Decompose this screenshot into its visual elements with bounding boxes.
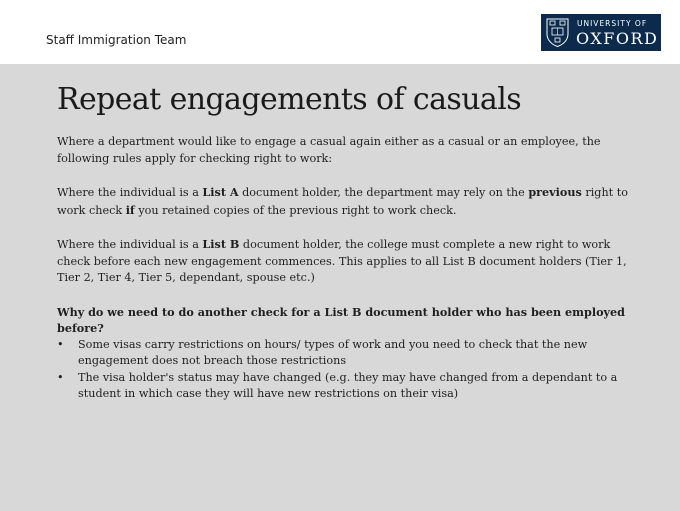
list-item-text: Some visas carry restrictions on hours/ types of work and you need to check that the new engagement does not breach those restrictions xyxy=(78,337,588,367)
text: Where the individual is a xyxy=(57,186,203,199)
logo-line-1: UNIVERSITY OF xyxy=(577,19,648,28)
emphasis: if xyxy=(125,202,135,217)
header-bar xyxy=(0,0,680,64)
oxford-crest-icon xyxy=(546,18,569,47)
question-heading: Why do we need to do another check for a List B document holder who has been employed before? xyxy=(57,304,625,335)
emphasis: previous xyxy=(528,185,582,199)
list-b-paragraph xyxy=(57,236,632,287)
slide-body xyxy=(57,134,632,403)
text: Where the individual is a xyxy=(57,238,203,251)
list-item xyxy=(57,370,632,403)
list-item-text: The visa holder's status may have changed (e.g. they may have changed from a dependant to a student in which case they will have new restrictions on their visa) xyxy=(78,370,618,400)
page-title: Repeat engagements of casuals xyxy=(57,82,521,117)
text: right to work check xyxy=(57,186,628,217)
team-name: Staff Immigration Team xyxy=(46,33,187,47)
emphasis: List A xyxy=(202,185,239,199)
logo-line-2: OXFORD xyxy=(576,29,659,48)
emphasis: List B xyxy=(202,237,240,251)
list-a-paragraph xyxy=(57,184,632,219)
text: document holder, the college must complete a new right to work check before each new engagement commences. This applies to all List B document holders (Tier 1, Tier 2, Tier 4, Tier 5, dependant, spouse etc.) xyxy=(57,238,627,284)
intro-paragraph: Where a department would like to engage a casual again either as a casual or an employee, the following rules apply for checking right to work: xyxy=(57,135,601,165)
bullet-icon: • xyxy=(57,337,64,351)
reasons-list xyxy=(57,337,632,403)
text: document holder, the department may rely on the xyxy=(238,186,529,199)
list-item xyxy=(57,337,632,370)
text: you retained copies of the previous right to work check. xyxy=(134,203,457,217)
bullet-icon: • xyxy=(57,370,64,384)
oxford-logo xyxy=(541,14,661,51)
